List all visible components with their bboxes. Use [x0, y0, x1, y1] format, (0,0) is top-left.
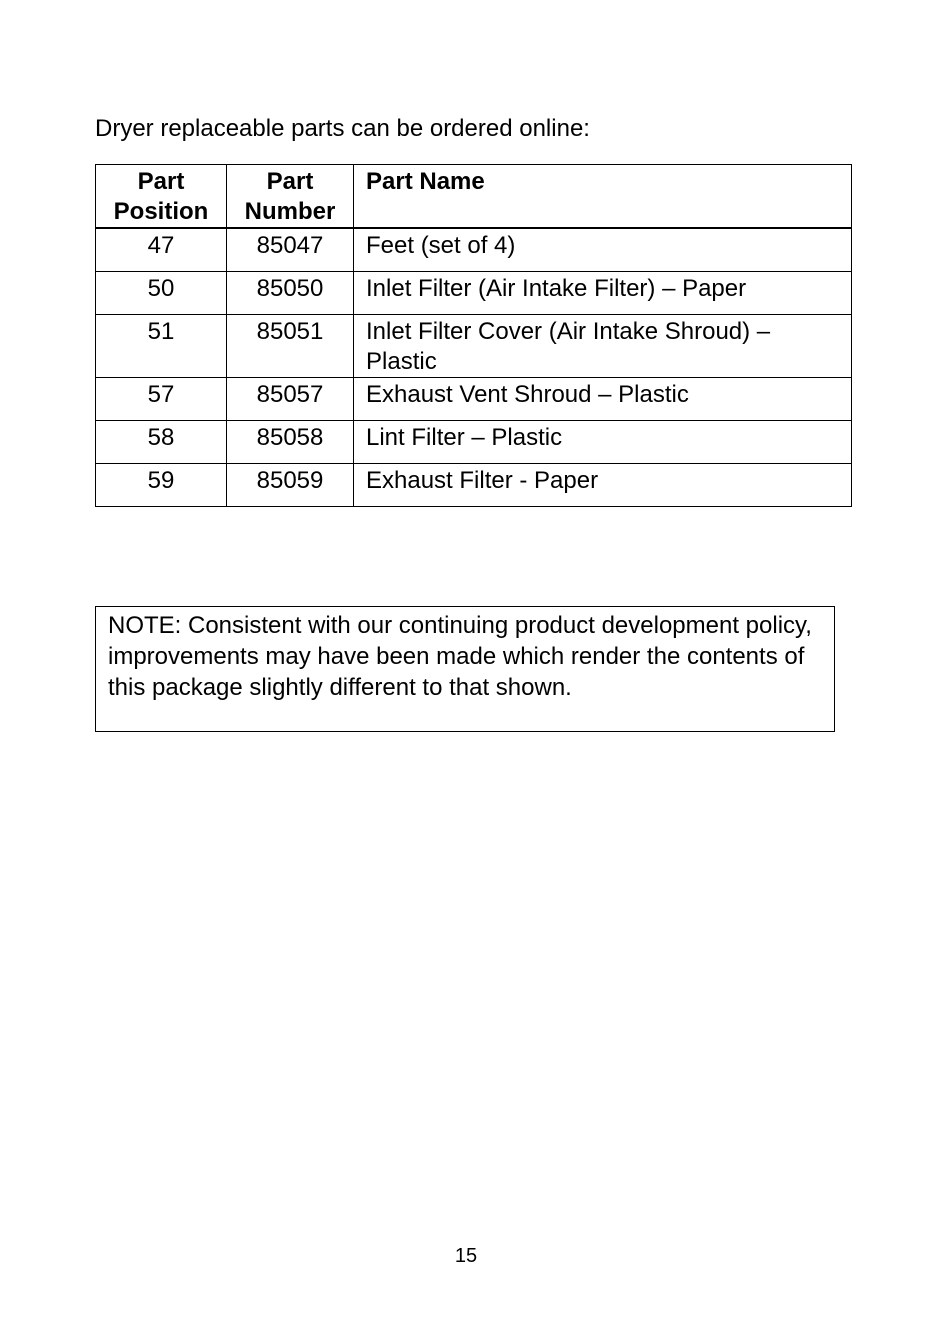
cell-number: 85051: [227, 314, 354, 377]
cell-position: 57: [96, 377, 227, 420]
header-line: Part: [137, 168, 185, 195]
cell-name: Inlet Filter Cover (Air Intake Shroud) – Plastic: [354, 314, 852, 377]
header-part-position: [96, 165, 227, 229]
header-part-name: [354, 165, 852, 229]
cell-number: 85050: [227, 271, 354, 314]
table-row: [96, 228, 852, 271]
cell-name: Lint Filter – Plastic: [354, 420, 852, 463]
table-row: [96, 420, 852, 463]
cell-position: 59: [96, 463, 227, 506]
header-line: Part: [266, 168, 314, 195]
cell-name: Exhaust Filter - Paper: [354, 463, 852, 506]
cell-name: Feet (set of 4): [354, 228, 852, 271]
cell-name: Inlet Filter (Air Intake Filter) – Paper: [354, 271, 852, 314]
header-line: Number: [244, 198, 336, 225]
cell-number: 85058: [227, 420, 354, 463]
cell-number: 85047: [227, 228, 354, 271]
intro-text: Dryer replaceable parts can be ordered online:: [95, 115, 590, 142]
header-line: Part Name: [366, 168, 485, 195]
table-row: [96, 377, 852, 420]
header-line: Position: [113, 198, 209, 225]
cell-position: 47: [96, 228, 227, 271]
cell-position: 58: [96, 420, 227, 463]
note-box: [95, 606, 835, 732]
cell-number: 85057: [227, 377, 354, 420]
cell-number: 85059: [227, 463, 354, 506]
table-row: [96, 271, 852, 314]
parts-table: [95, 164, 852, 507]
cell-name: Exhaust Vent Shroud – Plastic: [354, 377, 852, 420]
header-part-number: [227, 165, 354, 229]
table-row: [96, 314, 852, 377]
note-text: NOTE: Consistent with our continuing product development policy, improvements may have been made which render the contents of this package slightly different to that shown.: [108, 612, 812, 701]
page-number: 15: [454, 1245, 478, 1267]
cell-position: 50: [96, 271, 227, 314]
table-row: [96, 463, 852, 506]
table-header-row: [96, 165, 852, 229]
cell-position: 51: [96, 314, 227, 377]
